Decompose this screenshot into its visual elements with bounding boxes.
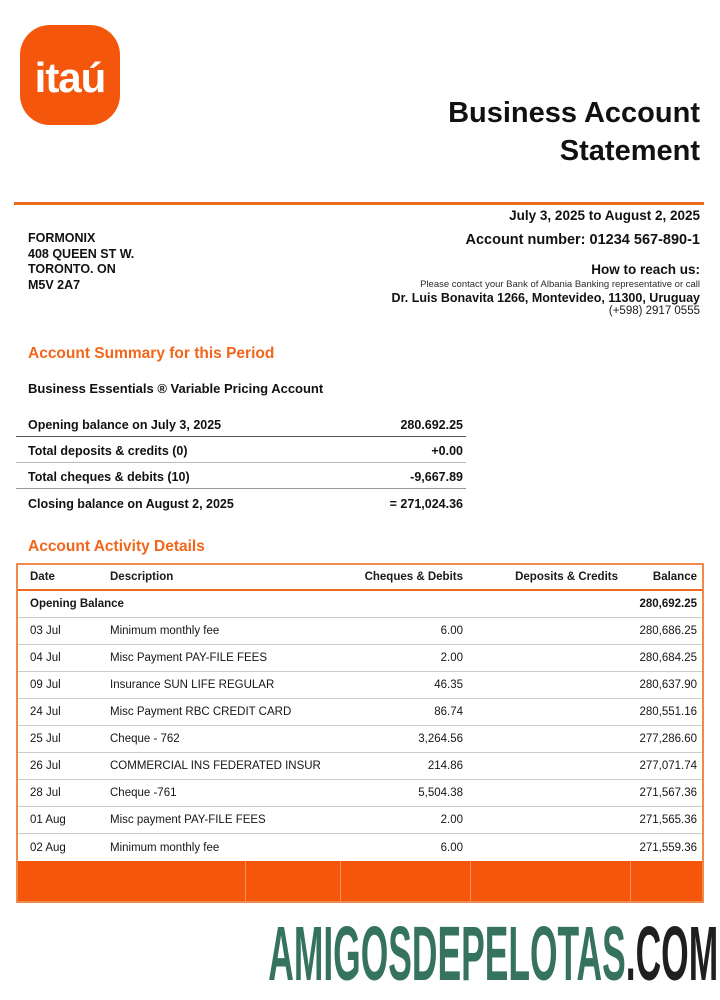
recipient-city: TORONTO. ON [28, 262, 116, 276]
txn-date: 24 Jul [30, 706, 61, 718]
activity-heading: Account Activity Details [28, 538, 205, 555]
summary-table [16, 411, 466, 515]
txn-balance: 271,559.36 [639, 841, 697, 854]
txn-balance: 280,686.25 [639, 625, 697, 637]
table-row [18, 780, 702, 807]
txn-debit: 86.74 [434, 706, 463, 718]
txn-date: 04 Jul [30, 652, 61, 664]
footer-bar-divider [245, 861, 246, 901]
activity-table [16, 563, 704, 903]
summary-label: Opening balance on July 3, 2025 [28, 418, 222, 432]
summary-row-debits [16, 463, 466, 489]
txn-debit: 46.35 [434, 679, 463, 691]
txn-balance: 277,071.74 [639, 760, 697, 772]
product-name: Business Essentials ® Variable Pricing Account [28, 381, 324, 396]
table-row [18, 672, 702, 699]
opening-balance-label: Opening Balance [30, 598, 124, 610]
txn-desc: Insurance SUN LIFE REGULAR [110, 679, 275, 691]
opening-balance-value: 280,692.25 [639, 598, 697, 610]
summary-value: 280.692.25 [400, 418, 463, 432]
txn-balance: 280,551.16 [639, 706, 697, 718]
col-header-debits: Cheques & Debits [364, 571, 463, 583]
summary-label: Total cheques & debits (10) [28, 470, 190, 484]
txn-debit: 5,504.38 [418, 787, 463, 799]
table-row [18, 753, 702, 780]
table-row [18, 726, 702, 753]
bank-address: Dr. Luis Bonavita 1266, Montevideo, 11300, Uruguay [391, 291, 700, 305]
summary-label: Closing balance on August 2, 2025 [28, 497, 234, 511]
txn-desc: Misc payment PAY-FILE FEES [110, 814, 266, 826]
table-row [18, 834, 702, 861]
recipient-street: 408 QUEEN ST W. [28, 246, 135, 261]
itau-logo-text: itaú [34, 54, 106, 101]
txn-debit: 6.00 [440, 841, 463, 854]
account-number: Account number: 01234 567-890-1 [465, 232, 700, 248]
summary-heading: Account Summary for this Period [28, 345, 275, 362]
txn-balance: 280,684.25 [639, 652, 697, 664]
txn-date: 01 Aug [30, 814, 66, 826]
txn-balance: 280,637.90 [639, 679, 697, 691]
txn-date: 26 Jul [30, 760, 61, 772]
table-row-opening-balance [18, 591, 702, 618]
txn-debit: 2.00 [440, 814, 463, 826]
txn-debit: 3,264.56 [418, 733, 463, 745]
col-header-date: Date [30, 571, 55, 583]
table-footer-bar [18, 861, 702, 901]
summary-row-opening [16, 411, 466, 437]
txn-date: 28 Jul [30, 787, 61, 799]
table-row [18, 645, 702, 672]
txn-balance: 271,567.36 [639, 787, 697, 799]
txn-date: 09 Jul [30, 679, 61, 691]
reach-us-line: Please contact your Bank of Albania Banking representative or call [420, 279, 700, 290]
col-header-credits: Deposits & Credits [515, 571, 618, 583]
footer-bar-divider [340, 861, 341, 901]
col-header-desc: Description [110, 571, 174, 583]
table-row [18, 618, 702, 645]
txn-desc: Misc Payment PAY-FILE FEES [110, 652, 268, 664]
summary-value: -9,667.89 [410, 470, 463, 484]
table-row [18, 807, 702, 834]
txn-balance: 271,565.36 [639, 814, 697, 826]
document-title [448, 94, 700, 170]
header-divider [14, 202, 704, 205]
recipient-name: FORMONIX [28, 231, 96, 245]
txn-desc: Cheque -761 [110, 787, 177, 799]
txn-balance: 277,286.60 [639, 733, 697, 745]
summary-row-closing [16, 489, 466, 515]
txn-desc: Cheque - 762 [110, 733, 180, 745]
recipient-address [28, 231, 134, 293]
summary-value: +0.00 [431, 444, 463, 458]
watermark [268, 911, 718, 997]
summary-value: = 271,024.36 [389, 497, 463, 511]
recipient-postal: M5V 2A7 [28, 277, 81, 292]
txn-date: 25 Jul [30, 733, 61, 745]
txn-desc: Minimum monthly fee [110, 625, 220, 637]
footer-bar-divider [470, 861, 471, 901]
activity-header-row [18, 565, 702, 591]
summary-row-deposits [16, 437, 466, 463]
bank-phone: (+598) 2917 0555 [608, 305, 700, 317]
txn-desc: COMMERCIAL INS FEDERATED INSUR [110, 760, 321, 772]
txn-date: 02 Aug [30, 841, 66, 854]
col-header-balance: Balance [652, 571, 697, 583]
itau-logo-icon [20, 25, 120, 125]
txn-debit: 214.86 [427, 760, 463, 772]
txn-desc: Misc Payment RBC CREDIT CARD [110, 706, 292, 718]
txn-date: 03 Jul [30, 625, 61, 637]
document-title-line2: Statement [559, 135, 700, 167]
contact-block [392, 232, 700, 317]
footer-bar-divider [630, 861, 631, 901]
table-row [18, 699, 702, 726]
statement-period: July 3, 2025 to August 2, 2025 [509, 208, 700, 223]
document-title-line1: Business Account [448, 97, 700, 129]
summary-label: Total deposits & credits (0) [28, 444, 188, 458]
reach-us-title: How to reach us: [591, 262, 700, 277]
watermark-name: AMIGOSDEPELOTAS [268, 911, 626, 997]
txn-debit: 2.00 [440, 652, 463, 664]
watermark-tld: .COM [625, 911, 718, 997]
txn-desc: Minimum monthly fee [110, 841, 220, 854]
txn-debit: 6.00 [440, 625, 463, 637]
